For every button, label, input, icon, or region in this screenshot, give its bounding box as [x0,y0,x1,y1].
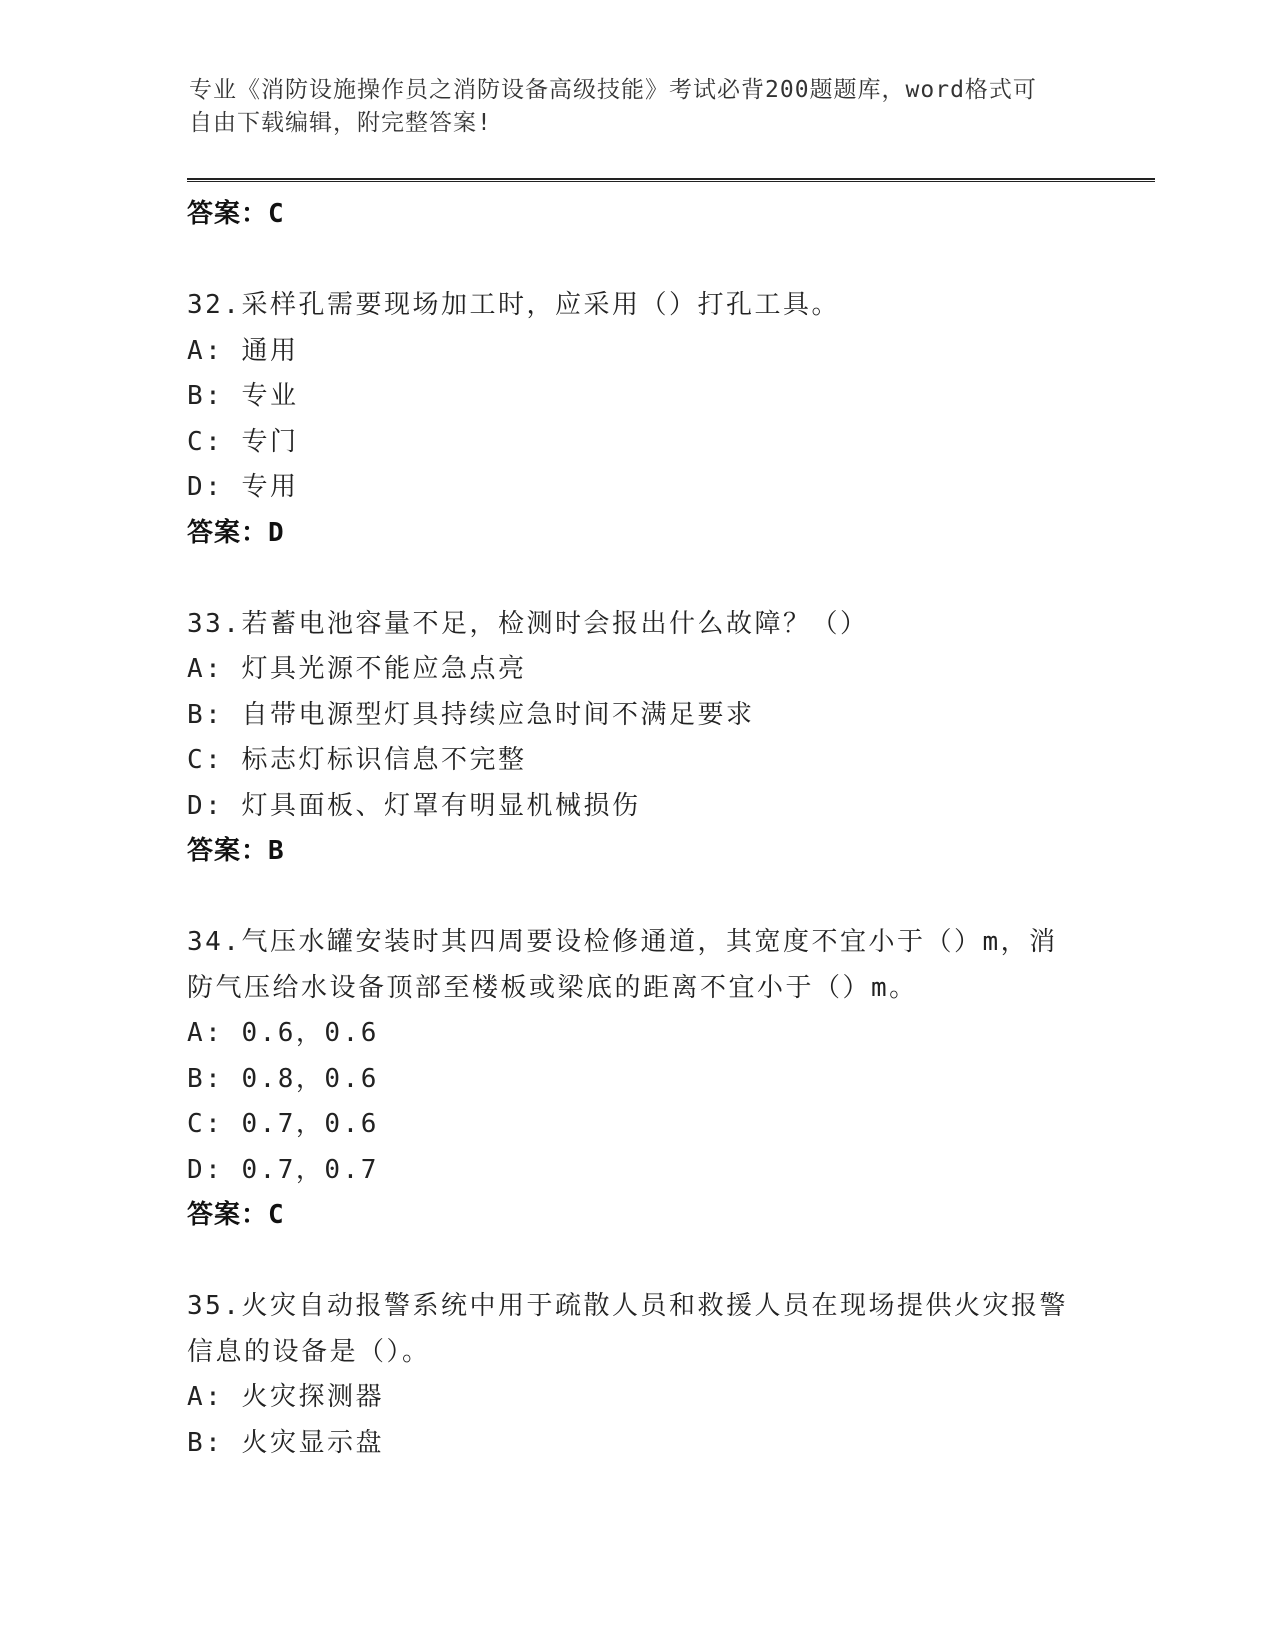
option-b: B: 0.8，0.6 [187,1063,379,1094]
spacer [187,1239,1087,1285]
question-stem-line-2: 防气压给水设备顶部至楼板或梁底的距离不宜小于（）m。 [187,972,918,1003]
previous-answer: 答案：C [187,199,285,229]
option-d: D: 专用 [187,472,299,502]
option-d: D: 0.7，0.7 [187,1154,379,1185]
question-list [187,192,1087,1466]
header-line-2: 自由下载编辑，附完整答案! [189,110,492,136]
option-a: A: 0.6，0.6 [187,1018,379,1048]
question-stem-line-2: 信息的设备是（）。 [187,1336,431,1367]
option-a: A: 火灾探测器 [187,1382,384,1412]
option-b: B: 火灾显示盘 [187,1427,384,1458]
question-32 [187,283,1087,556]
answer: 答案：B [187,836,285,866]
spacer [187,875,1087,921]
option-b: B: 专业 [187,381,299,411]
option-d: D: 灯具面板、灯罩有明显机械损伤 [187,790,641,821]
question-stem: 33.若蓄电池容量不足，检测时会报出什么故障？（） [187,608,869,639]
header-line-1: 专业《消防设施操作员之消防设备高级技能》考试必背200题题库，word格式可 [189,77,1037,103]
question-35 [187,1284,1087,1466]
document-header [189,74,1069,140]
question-stem-line-1: 35.火灾自动报警系统中用于疏散人员和救援人员在现场提供火灾报警 [187,1291,1068,1321]
question-stem-line-1: 34.气压水罐安装时其四周要设检修通道，其宽度不宜小于（）m，消 [187,927,1058,957]
spacer [187,238,1087,284]
spacer [187,556,1087,602]
option-a: A: 通用 [187,335,299,366]
question-stem: 32.采样孔需要现场加工时，应采用（）打孔工具。 [187,290,840,320]
option-b: B: 自带电源型灯具持续应急时间不满足要求 [187,699,755,730]
question-34 [187,920,1087,1239]
option-a: A: 灯具光源不能应急点亮 [187,654,527,684]
answer: 答案：D [187,517,285,548]
question-33 [187,602,1087,875]
option-c: C: 0.7，0.6 [187,1109,379,1139]
answer: 答案：C [187,1200,285,1230]
header-divider [187,178,1155,182]
option-c: C: 标志灯标识信息不完整 [187,745,527,775]
option-c: C: 专门 [187,426,299,457]
